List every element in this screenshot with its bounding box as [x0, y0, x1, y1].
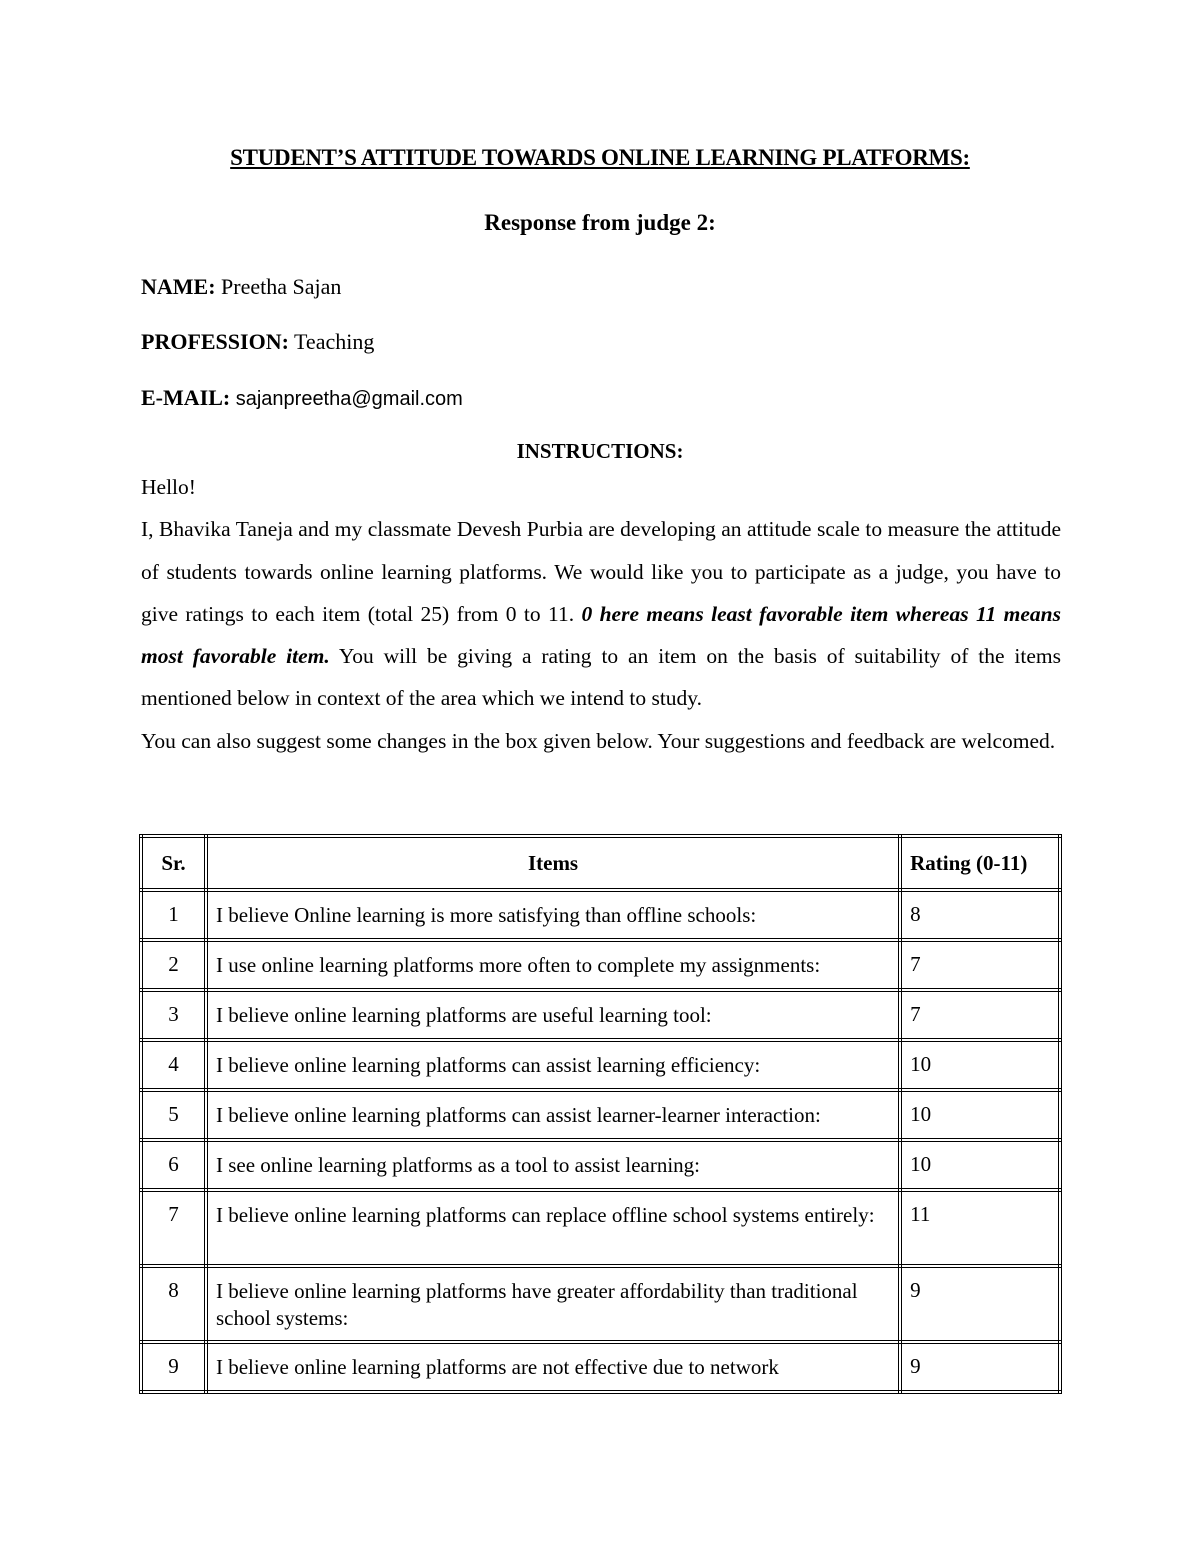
row-rating: 9 [900, 1266, 1060, 1342]
row-sr: 3 [141, 990, 206, 1040]
row-sr: 8 [141, 1266, 206, 1342]
row-rating: 7 [900, 940, 1060, 990]
table-row [141, 1040, 1060, 1090]
paragraph-part2: You will be giving a rating to an item on the basis of suitability of the items mentioned below in context of the area which we intend to study. [141, 644, 1061, 711]
table-row [141, 990, 1060, 1040]
row-rating: 8 [900, 890, 1060, 940]
instructions-text [141, 466, 1061, 762]
row-item: I believe online learning platforms can replace offline school systems entirely: [206, 1190, 900, 1266]
row-sr: 2 [141, 940, 206, 990]
name-field [141, 274, 341, 300]
email-field [141, 385, 463, 411]
row-item: I believe online learning platforms are not effective due to network [206, 1342, 900, 1392]
paragraph-emphasis: 0 here means least favorable item whereas 11 means most favorable item. [141, 601, 1061, 669]
profession-value: Teaching [294, 329, 375, 354]
row-item: I believe online learning platforms can assist learning efficiency: [206, 1040, 900, 1090]
row-rating: 10 [900, 1040, 1060, 1090]
row-sr: 1 [141, 890, 206, 940]
table-row [141, 1140, 1060, 1190]
row-rating: 11 [900, 1190, 1060, 1266]
header-rating: Rating (0-11) [900, 836, 1060, 890]
row-item: I use online learning platforms more often to complete my assignments: [206, 940, 900, 990]
row-item: I believe online learning platforms can assist learner-learner interaction: [206, 1090, 900, 1140]
row-item: I believe Online learning is more satisfying than offline schools: [206, 890, 900, 940]
row-rating: 10 [900, 1090, 1060, 1140]
paragraph-part1: I, Bhavika Taneja and my classmate Devesh Purbia are developing an attitude scale to measure the attitude of students towards online learning platforms. We would like you to participate as a judge, you have to give ratings to each item (total 25) from 0 to 11. [141, 517, 1061, 626]
table-row [141, 1090, 1060, 1140]
document-title: STUDENT’S ATTITUDE TOWARDS ONLINE LEARNING PLATFORMS: [230, 145, 970, 170]
row-sr: 7 [141, 1190, 206, 1266]
table-row [141, 1342, 1060, 1392]
table-row [141, 940, 1060, 990]
profession-field [141, 329, 374, 355]
profession-label: PROFESSION: [141, 329, 289, 354]
row-sr: 9 [141, 1342, 206, 1392]
name-value: Preetha Sajan [221, 274, 342, 299]
document-subtitle: Response from judge 2: [484, 210, 716, 235]
name-label: NAME: [141, 274, 216, 299]
row-item: I believe online learning platforms are useful learning tool: [206, 990, 900, 1040]
row-rating: 9 [900, 1342, 1060, 1392]
header-items: Items [206, 836, 900, 890]
instructions-paragraph [141, 508, 1061, 719]
row-sr: 5 [141, 1090, 206, 1140]
table-row [141, 1190, 1060, 1266]
row-rating: 7 [900, 990, 1060, 1040]
table-row [141, 1266, 1060, 1342]
greeting: Hello! [141, 475, 196, 499]
ratings-table [139, 834, 1062, 1394]
row-item: I believe online learning platforms have greater affordability than traditional school systems: [206, 1266, 900, 1342]
email-label: E-MAIL: [141, 385, 231, 410]
header-sr: Sr. [141, 836, 206, 890]
email-value: sajanpreetha@gmail.com [235, 388, 463, 410]
instructions-heading: INSTRUCTIONS: [516, 439, 684, 463]
row-rating: 10 [900, 1140, 1060, 1190]
table-header-row [141, 836, 1060, 890]
suggestions-paragraph: You can also suggest some changes in the box given below. Your suggestions and feedback are welcomed. [141, 728, 1056, 753]
table-row [141, 890, 1060, 940]
row-item: I see online learning platforms as a tool to assist learning: [206, 1140, 900, 1190]
row-sr: 6 [141, 1140, 206, 1190]
row-sr: 4 [141, 1040, 206, 1090]
